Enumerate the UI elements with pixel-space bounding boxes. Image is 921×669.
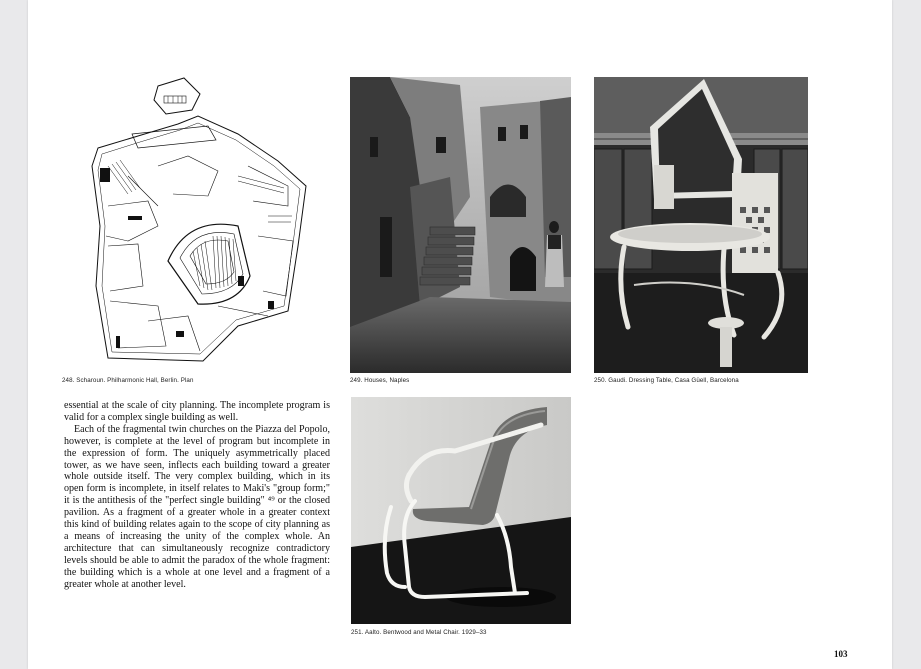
aalto-chair-photo-image	[351, 397, 571, 624]
plan-illustration	[88, 76, 310, 372]
figure-248-caption: 248. Scharoun. Philharmonic Hall, Berlin. Plan	[62, 377, 194, 384]
figure-photo-naples-houses	[350, 77, 571, 373]
paragraph-1: essential at the scale of city planning. The incomplete program is valid for a complex single building as well.	[64, 400, 330, 423]
body-text	[64, 400, 330, 591]
paragraph-2: Each of the fragmental twin churches on the Piazza del Popolo, however, is complete at the level of program but incomplete in the expression of form. The uniquely asymmetrically placed tower, as we have seen, inflects each building toward a greater whole outside itself. The very complex building, which in its open form is incomplete, in itself relates to Maki's "group form;" it is the antithesis of the "perfect single building" ⁴⁹ or the closed pavilion. As a fragment of a greater whole in a greater context this kind of building relates again to the scope of city planning as a means of increasing the unity of the complex whole. An architecture that can simultaneously recognize contradictory levels should be able to admit the paradox of the whole fragment: the building which is a whole at one level and a fragment of a greater whole at another level.	[64, 423, 330, 590]
figure-249-caption: 249. Houses, Naples	[350, 377, 410, 384]
figure-250-caption: 250. Gaudi. Dressing Table, Casa Güell, Barcelona	[594, 377, 739, 384]
figure-photo-gaudi-dressing-table	[594, 77, 808, 373]
naples-photo-image	[350, 77, 571, 373]
figure-251-caption: 251. Aalto. Bentwood and Metal Chair. 1929–33	[351, 629, 487, 636]
gaudi-photo-image	[594, 77, 808, 373]
page-number: 103	[834, 649, 848, 659]
figure-photo-aalto-chair	[351, 397, 571, 624]
figure-plan-drawing	[88, 76, 310, 372]
